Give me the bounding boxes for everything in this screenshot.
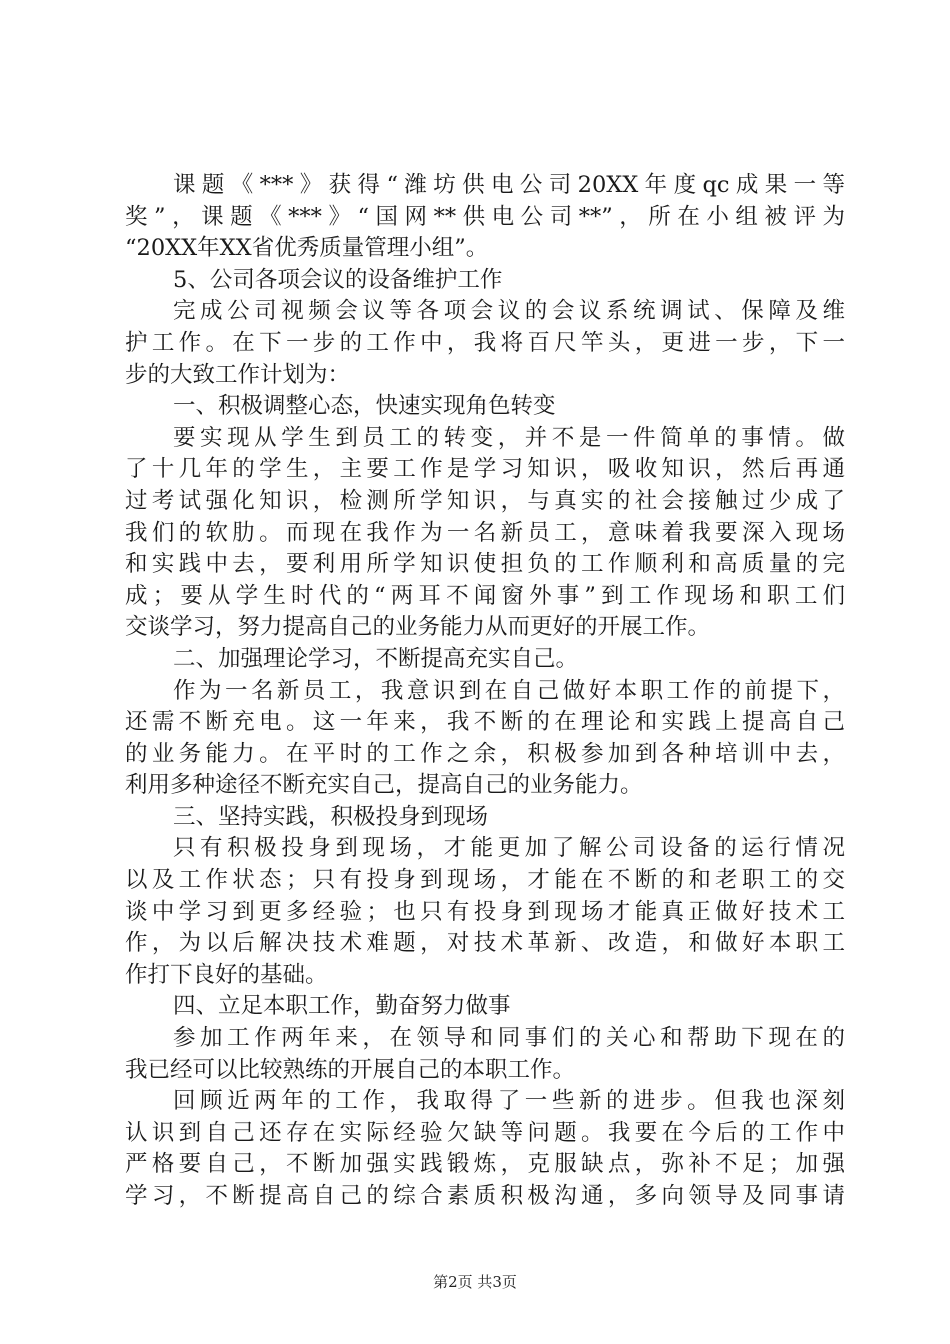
document-line: 护工作。在下一步的工作中，我将百尺竿头，更进一步，下一: [125, 329, 845, 356]
document-line: 谈中学习到更多经验；也只有投身到现场才能真正做好技术工: [125, 898, 845, 925]
document-line: 作为一名新员工，我意识到在自己做好本职工作的前提下，: [173, 677, 845, 704]
document-line: 以及工作状态；只有投身到现场，才能在不断的和老职工的交: [125, 867, 845, 894]
page-number-footer: 第2页 共3页: [433, 1273, 517, 1291]
document-line: 了十几年的学生，主要工作是学习知识，吸收知识，然后再通: [125, 456, 845, 483]
document-line: 过考试强化知识，检测所学知识，与真实的社会接触过少成了: [125, 487, 845, 514]
document-body: [125, 170, 845, 1213]
document-line: 四、立足本职工作，勤奋努力做事: [173, 993, 511, 1020]
document-line: 参加工作两年来，在领导和同事们的关心和帮助下现在的: [173, 1025, 845, 1052]
document-line: 和实践中去，要利用所学知识使担负的工作顺利和高质量的完: [125, 551, 845, 578]
document-line: 我们的软肋。而现在我作为一名新员工，意味着我要深入现场: [125, 519, 845, 546]
document-line: 步的大致工作计划为：: [125, 361, 351, 388]
document-line: 认识到自己还存在实际经验欠缺等问题。我要在今后的工作中: [125, 1119, 845, 1146]
document-line: 学习，不断提高自己的综合素质积极沟通，多向领导及同事请: [125, 1183, 845, 1209]
document-line: 二、加强理论学习，不断提高充实自己。: [173, 645, 579, 672]
document-line: 三、坚持实践，积极投身到现场: [173, 803, 489, 830]
document-line: 作，为以后解决技术难题，对技术革新、改造，和做好本职工: [125, 930, 845, 957]
document-line: 我已经可以比较熟练的开展自己的本职工作。: [125, 1056, 576, 1083]
document-line: 作打下良好的基础。: [125, 961, 328, 988]
document-line: 完成公司视频会议等各项会议的会议系统调试、保障及维: [173, 298, 845, 325]
document-line: 回顾近两年的工作，我取得了一些新的进步。但我也深刻: [173, 1088, 845, 1115]
document-line: 5、公司各项会议的设备维护工作: [173, 266, 503, 293]
document-line: 要实现从学生到员工的转变，并不是一件简单的事情。做: [173, 424, 845, 451]
document-line: 交谈学习，努力提高自己的业务能力从而更好的开展工作。: [125, 614, 711, 641]
document-line: 成；要从学生时代的“两耳不闻窗外事”到工作现场和职工们: [125, 582, 845, 609]
document-line: 还需不断充电。这一年来，我不断的在理论和实践上提高自己: [125, 709, 845, 736]
document-line: 的业务能力。在平时的工作之余，积极参加到各种培训中去，: [125, 740, 845, 767]
document-line: 严格要自己，不断加强实践锻炼，克服缺点，弥补不足；加强: [125, 1151, 845, 1178]
document-line: “20XX年XX省优秀质量管理小组”。: [125, 235, 489, 262]
document-line: 一、积极调整心态，快速实现角色转变: [173, 393, 556, 420]
document-line: 课题《***》获得“潍坊供电公司20XX年度qc成果一等: [173, 172, 845, 198]
document-line: 奖”，课题《***》“国网**供电公司**”，所在小组被评为: [125, 203, 845, 230]
document-line: 利用多种途径不断充实自己，提高自己的业务能力。: [125, 772, 643, 799]
document-line: 只有积极投身到现场，才能更加了解公司设备的运行情况: [173, 835, 845, 862]
